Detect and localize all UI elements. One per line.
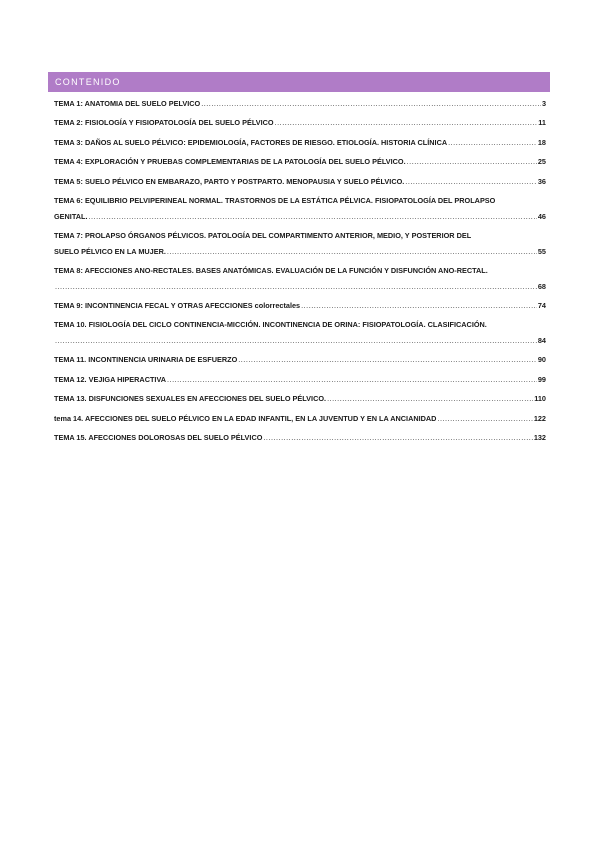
leader-dots (405, 177, 537, 186)
toc-entry-title: TEMA 3: DAÑOS AL SUELO PÉLVICO: EPIDEMIOLOGÍA, FACTORES DE RIESGO. ETIOLOGÍA. HISTORIA CLÍNICA (54, 137, 448, 147)
toc-page-number: 90 (537, 355, 546, 365)
toc-entry-title: TEMA 12. VEJIGA HIPERACTIVA (54, 374, 167, 384)
toc-page-number: 11 (538, 118, 546, 128)
leader-dots (238, 355, 537, 364)
toc-page-number: 84 (537, 336, 546, 346)
toc-entry-title-line1: TEMA 6: EQUILIBRIO PELVIPERINEAL NORMAL. TRASTORNOS DE LA ESTÁTICA PÉLVICA. FISIOPATOLOGÍA DEL PROLAPSO (54, 195, 496, 205)
toc-entry-tema-14[interactable] (54, 414, 546, 423)
toc-page-number: 36 (537, 176, 546, 186)
leader-dots (55, 279, 537, 295)
leader-dots (301, 301, 537, 310)
toc-page-number: 55 (537, 246, 546, 256)
toc-page-number: 25 (537, 157, 546, 167)
toc-entry-title: tema 14. AFECCIONES DEL SUELO PÉLVICO EN LA EDAD INFANTIL, EN LA JUVENTUD Y EN LA ANCIANIDAD (54, 413, 437, 423)
toc-entry-tema-1[interactable] (54, 99, 546, 108)
toc-page-number: 132 (533, 432, 546, 442)
leader-dots (327, 394, 533, 403)
toc-page-number: 110 (534, 394, 546, 404)
toc-entry-tema-2[interactable] (54, 118, 546, 127)
toc-entry-title: GENITAL. (54, 211, 88, 221)
leader-dots (89, 209, 537, 225)
toc-entry-tema-3[interactable] (54, 138, 546, 147)
toc-entry-tema-6[interactable] (54, 193, 546, 225)
toc-entry-title: TEMA 13. DISFUNCIONES SEXUALES EN AFECCIONES DEL SUELO PÉLVICO. (54, 394, 327, 404)
toc-entry-tema-5[interactable] (54, 177, 546, 186)
leader-dots (55, 333, 537, 349)
toc-entry-title-line1: TEMA 8: AFECCIONES ANO-RECTALES. BASES ANATÓMICAS. EVALUACIÓN DE LA FUNCIÓN Y DISFUNCIÓN ANO-RECTAL. (54, 265, 488, 275)
toc-entry-tema-4[interactable] (54, 157, 546, 166)
leader-dots (201, 99, 541, 108)
toc-entry-tema-9[interactable] (54, 301, 546, 310)
toc-entry-title: TEMA 2: FISIOLOGÍA Y FISIOPATOLOGÍA DEL SUELO PÉLVICO (54, 118, 274, 128)
toc-entry-tema-11[interactable] (54, 355, 546, 364)
toc-entry-tema-13[interactable] (54, 394, 546, 403)
toc-page-number: 122 (533, 413, 546, 423)
leader-dots (167, 244, 537, 260)
toc-entry-tema-8[interactable] (54, 263, 546, 295)
contents-title: CONTENIDO (55, 77, 121, 87)
toc-entry-title: TEMA 11. INCONTINENCIA URINARIA DE ESFUERZO (54, 355, 238, 365)
toc-entry-title: TEMA 5: SUELO PÉLVICO EN EMBARAZO, PARTO Y POSTPARTO. MENOPAUSIA Y SUELO PÉLVICO. (54, 176, 405, 186)
toc-entry-title-line1: TEMA 7: PROLAPSO ÓRGANOS PÉLVICOS. PATOLOGÍA DEL COMPARTIMENTO ANTERIOR, MEDIO, Y POSTERIOR DEL (54, 230, 472, 240)
toc-page-number: 46 (537, 211, 546, 221)
toc-entry-tema-10[interactable] (54, 317, 546, 349)
toc-entry-title: TEMA 1: ANATOMIA DEL SUELO PELVICO (54, 99, 201, 108)
contents-header (48, 72, 550, 92)
toc-entry-title-line1: TEMA 10. FISIOLOGÍA DEL CICLO CONTINENCIA-MICCIÓN. INCONTINENCIA DE ORINA: FISIOPATOLOGÍA. CLASIFICACIÓN. (54, 320, 487, 330)
toc-entry-tema-7[interactable] (54, 228, 546, 260)
toc-entry-title: TEMA 4: EXPLORACIÓN Y PRUEBAS COMPLEMENTARIAS DE LA PATOLOGÍA DEL SUELO PÉLVICO. (54, 157, 406, 167)
toc-entry-tema-12[interactable] (54, 375, 546, 384)
leader-dots (407, 157, 537, 166)
toc-page-number: 68 (537, 281, 546, 291)
toc-entry-title: TEMA 15. AFECCIONES DOLOROSAS DEL SUELO PÉLVICO (54, 432, 263, 442)
leader-dots (263, 433, 532, 442)
leader-dots (275, 118, 538, 127)
leader-dots (437, 414, 532, 423)
leader-dots (167, 375, 537, 384)
toc-page-number: 18 (537, 137, 546, 147)
leader-dots (448, 138, 537, 147)
toc-page-number: 74 (537, 300, 546, 310)
toc-page-number: 3 (541, 99, 546, 108)
toc-page-number: 99 (537, 374, 546, 384)
toc-entry-title: SUELO PÉLVICO EN LA MUJER. (54, 246, 166, 256)
table-of-contents (54, 99, 546, 452)
toc-entry-tema-15[interactable] (54, 433, 546, 442)
toc-entry-title: TEMA 9: INCONTINENCIA FECAL Y OTRAS AFECCIONES colorrectales (54, 300, 301, 310)
